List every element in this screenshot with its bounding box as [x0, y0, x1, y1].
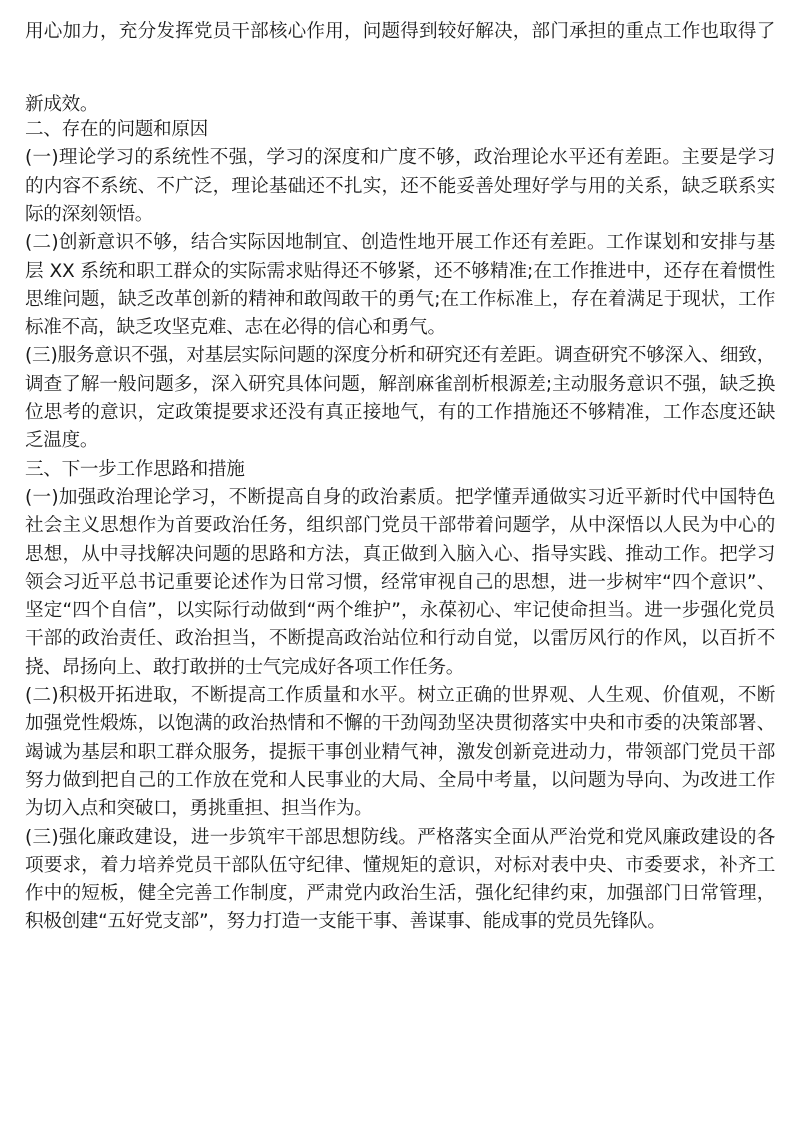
text-line: 领会习近平总书记重要论述作为日常习惯，经常审视自己的思想，进一步树牢“四个意识”、: [25, 571, 775, 593]
text-line: (二)创新意识不够，结合实际因地制宜、创造性地开展工作还有差距。工作谋划和安排与基: [25, 232, 775, 254]
text-line: 新成效。: [25, 94, 99, 115]
text-line: 作中的短板，健全完善工作制度，严肃党内政治生活，强化纪律约束，加强部门日常管理，: [25, 883, 775, 905]
text-line: 二、存在的问题和原因: [25, 119, 208, 140]
text-line: 加强党性煅炼，以饱满的政治热情和不懈的干劲闯劲坚决贯彻落实中央和市委的决策部署、: [25, 713, 775, 735]
text-line: (一)加强政治理论学习，不断提高自身的政治素质。把学懂弄通做实习近平新时代中国特色: [25, 486, 775, 508]
text-line: (一)理论学习的系统性不强，学习的深度和广度不够，政治理论水平还有差距。主要是学习: [25, 147, 775, 169]
text-line: 调查了解一般问题多，深入研究具体问题，解剖麻雀剖析根源差;主动服务意识不强，缺乏换: [25, 373, 775, 395]
text-line: 思想，从中寻找解决问题的思路和方法，真正做到入脑入心、指导实践、推动工作。把学习: [25, 543, 775, 565]
text-line: 社会主义思想作为首要政治任务，组织部门党员干部带着问题学，从中深悟以人民为中心的: [25, 515, 775, 537]
text-line: 际的深刻领悟。: [25, 203, 154, 225]
text-line: 层 XX 系统和职工群众的实际需求贴得还不够紧，还不够精准;在工作推进中，还存在着惯性: [25, 260, 775, 282]
text-line: 乏温度。: [25, 430, 99, 452]
text-line: 努力做到把自己的工作放在党和人民事业的大局、全局中考量，以问题为导向、为改进工作: [25, 769, 775, 791]
text-line: 为切入点和突破口，勇挑重担、担当作为。: [25, 798, 373, 820]
text-line: (三)强化廉政建设，进一步筑牢干部思想防线。严格落实全面从严治党和党风廉政建设的各: [25, 826, 775, 848]
text-line: 坚定“四个自信”，以实际行动做到“两个维护”，永葆初心、牢记使命担当。进一步强化党员: [25, 600, 775, 622]
text-line: (二)积极开拓进取，不断提高工作质量和水平。树立正确的世界观、人生观、价值观，不断: [25, 685, 775, 706]
text-line: (三)服务意识不强，对基层实际问题的深度分析和研究还有差距。调查研究不够深入、细致，: [25, 345, 775, 367]
text-line: 三、下一步工作思路和措施: [25, 458, 245, 480]
text-line: 项要求，着力培养党员干部队伍守纪律、懂规矩的意识，对标对表中央、市委要求，补齐工: [25, 854, 775, 876]
text-line: 位思考的意识，定政策提要求还没有真正接地气，有的工作措施还不够精准，工作态度还缺: [25, 402, 775, 423]
text-line: 用心加力，充分发挥党员干部核心作用，问题得到较好解决，部门承担的重点工作也取得了: [25, 21, 775, 42]
text-line: 思维问题，缺乏改革创新的精神和敢闯敢干的勇气;在工作标准上，存在着满足于现状，工作: [25, 288, 775, 310]
text-line: 干部的政治责任、政治担当，不断提高政治站位和行动自觉，以雷厉风行的作风，以百折不: [25, 628, 775, 650]
text-line: 的内容不系统、不广泛，理论基础还不扎实，还不能妥善处理好学与用的关系，缺乏联系实: [25, 175, 775, 197]
text-line: 积极创建“五好党支部”，努力打造一支能干事、善谋事、能成事的党员先锋队。: [25, 911, 666, 933]
text-line: 挠、昂扬向上、敢打敢拼的士气完成好各项工作任务。: [25, 656, 465, 678]
text-line: 标准不高，缺乏攻坚克难、志在必得的信心和勇气。: [25, 317, 446, 339]
text-line: 竭诚为基层和职工群众服务，提振干事创业精气神，激发创新竞进动力，带领部门党员干部: [25, 741, 775, 763]
